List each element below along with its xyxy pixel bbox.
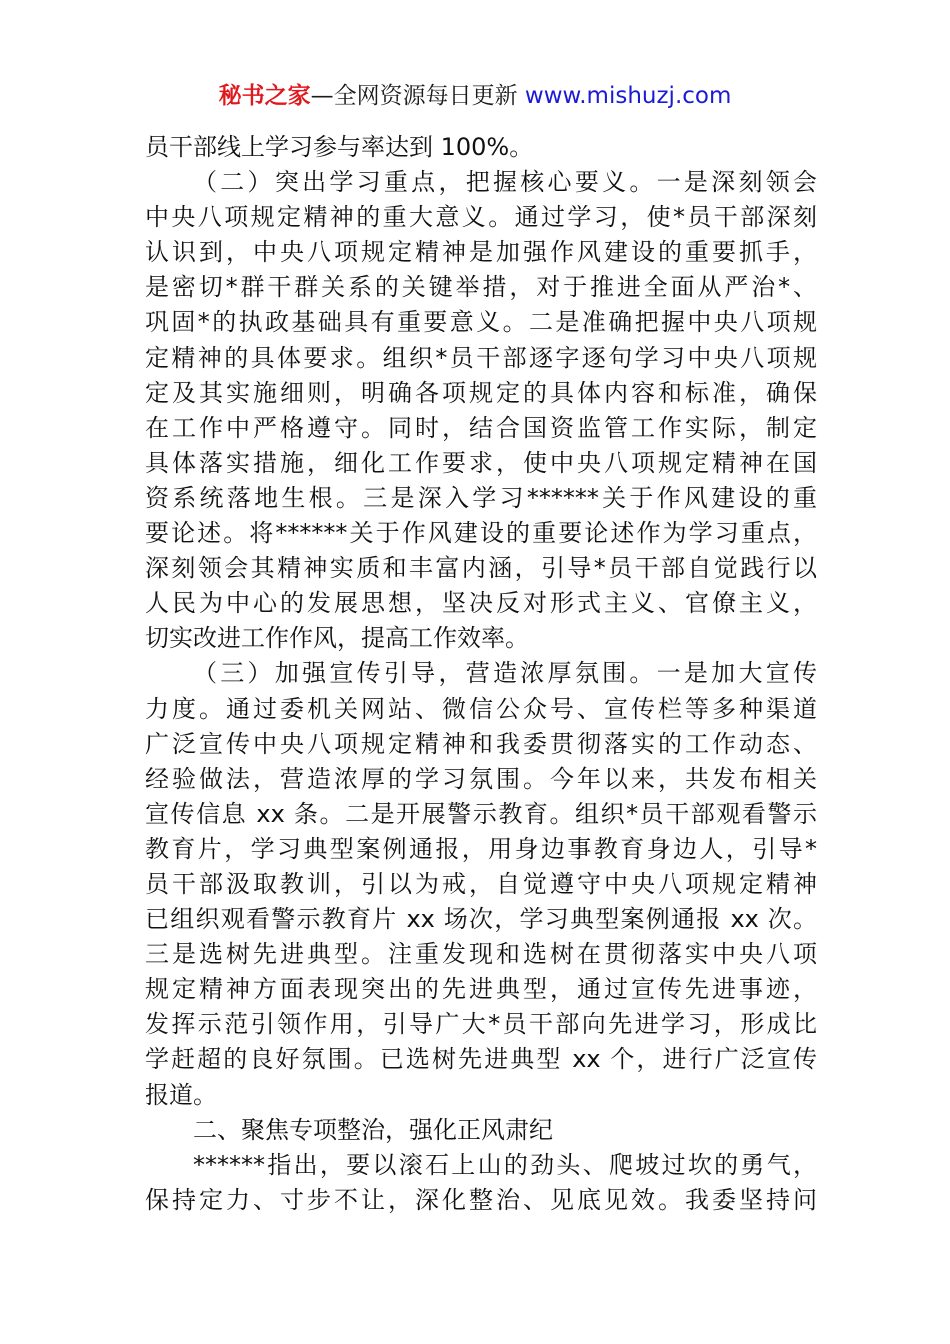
text-line: 中央八项规定精神的重大意义。通过学习，使*员干部深刻: [145, 203, 817, 232]
text-line: 学赶超的良好氛围。已选树先进典型 xx 个，进行广泛宣传: [145, 1045, 817, 1074]
text-line: 已组织观看警示教育片 xx 场次，学习典型案例通报 xx 次。: [145, 905, 817, 934]
page-header: [0, 80, 950, 112]
text-line: 报道。: [145, 1080, 217, 1109]
header-tagline: —全网资源每日更新: [310, 83, 525, 109]
brand-name: 秘书之家: [218, 83, 311, 109]
text-line: 发挥示范引领作用，引导广大*员干部向先进学习，形成比: [145, 1010, 817, 1039]
text-line: 经验做法，营造浓厚的学习氛围。今年以来，共发布相关: [145, 764, 817, 793]
text-line: 广泛宣传中央八项规定精神和我委贯彻落实的工作动态、: [145, 729, 817, 758]
section-paragraph-start: ******指出，要以滚石上山的劲头、爬坡过坎的勇气，: [193, 1150, 817, 1179]
text-line: 要论述。将******关于作风建设的重要论述作为学习重点，: [145, 519, 817, 548]
text-line: 保持定力、寸步不让，深化整治、见底见效。我委坚持问: [145, 1185, 817, 1214]
text-line: 三是选树先进典型。注重发现和选树在贯彻落实中央八项: [145, 940, 817, 969]
section-paragraph-start: （二）突出学习重点，把握核心要义。一是深刻领会: [193, 168, 817, 197]
text-line: 人民为中心的发展思想，坚决反对形式主义、官僚主义，: [145, 589, 817, 618]
text-line: 员干部汲取教训，引以为戒，自觉遵守中央八项规定精神: [145, 869, 817, 898]
text-line: 认识到，中央八项规定精神是加强作风建设的重要抓手，: [145, 238, 817, 267]
text-line: 巩固*的执政基础具有重要意义。二是准确把握中央八项规: [145, 308, 817, 337]
text-line: 定精神的具体要求。组织*员干部逐字逐句学习中央八项规: [145, 343, 817, 372]
text-line: 员干部线上学习参与率达到 100%。: [145, 133, 534, 161]
section-heading: 二、聚焦专项整治，强化正风肃纪: [193, 1115, 553, 1144]
text-line: 教育片，学习典型案例通报，用身边事教育身边人，引导*: [145, 834, 817, 863]
text-line: 宣传信息 xx 条。二是开展警示教育。组织*员干部观看警示: [145, 799, 817, 828]
text-line: 力度。通过委机关网站、微信公众号、宣传栏等多种渠道: [145, 694, 817, 723]
text-line: 具体落实措施，细化工作要求，使中央八项规定精神在国: [145, 448, 817, 477]
text-line: 是密切*群干群关系的关键举措，对于推进全面从严治*、: [145, 273, 817, 302]
section-paragraph-start: （三）加强宣传引导，营造浓厚氛围。一是加大宣传: [193, 659, 817, 688]
text-line: 定及其实施细则，明确各项规定的具体内容和标准，确保: [145, 378, 817, 407]
text-line: 在工作中严格遵守。同时，结合国资监管工作实际，制定: [145, 413, 817, 442]
text-line: 切实改进工作作风，提高工作效率。: [145, 624, 529, 653]
document-body: [145, 130, 817, 1218]
text-line: 资系统落地生根。三是深入学习******关于作风建设的重: [145, 483, 817, 512]
text-line: 规定精神方面表现突出的先进典型，通过宣传先进事迹，: [145, 975, 817, 1004]
website-link[interactable]: www.mishuzj.com: [524, 83, 732, 109]
text-line: 深刻领会其精神实质和丰富内涵，引导*员干部自觉践行以: [145, 554, 817, 583]
